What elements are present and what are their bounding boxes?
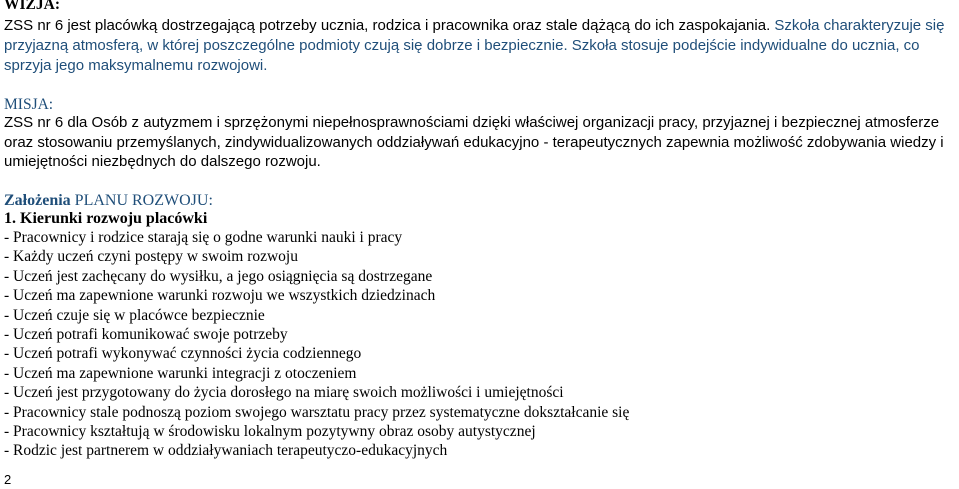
- list-item: - Pracownicy kształtują w środowisku lokalnym pozytywny obraz osoby autystycznej: [4, 423, 536, 441]
- list-item: - Uczeń potrafi komunikować swoje potrzeby: [4, 326, 288, 344]
- list-item: - Rodzic jest partnerem w oddziaływaniach terapeutyczo-edukacyjnych: [4, 442, 448, 460]
- list-item: - Pracownicy i rodzice starają się o godne warunki nauki i pracy: [4, 229, 403, 246]
- wizja-text-part2: Szkoła charakteryzuje się przyjazną atmosferą, w której poszczególne podmioty czują się dobrze i bezpiecznie. Szkoła stosuje podejście indywidualne do ucznia, co sprzyja jego maksymalnemu rozwojowi.: [4, 17, 945, 74]
- list-item: - Uczeń czuje się w placówce bezpiecznie: [4, 306, 265, 324]
- list-item: - Uczeń ma zapewnione warunki rozwoju we wszystkich dziedzinach: [4, 287, 436, 305]
- list-item: - Każdy uczeń czyni postępy w swoim rozwoju: [4, 248, 298, 266]
- wizja-paragraph: [4, 16, 954, 76]
- list-item: - Uczeń ma zapewnione warunki integracji z otoczeniem: [4, 364, 357, 382]
- list-item: - Pracownicy stale podnoszą poziom swojego warsztatu pracy przez systematyczne dokształcanie się: [4, 403, 630, 421]
- wizja-heading: WIZJA:: [4, 0, 60, 13]
- wizja-text-part1: ZSS nr 6 jest placówką dostrzegającą potrzeby ucznia, rodzica i pracownika oraz stale dążącą do ich zaspokajania.: [4, 17, 775, 34]
- list-item: - Uczeń potrafi wykonywać czynności życia codziennego: [4, 345, 362, 363]
- zalozenia-heading: [4, 191, 213, 210]
- list-item: - Uczeń jest przygotowany do życia dorosłego na miarę swoich możliwości i umiejętności: [4, 384, 564, 402]
- list-item: - Uczeń jest zachęcany do wysiłku, a jego osiągnięcia są dostrzegane: [4, 267, 433, 285]
- kierunki-heading: 1. Kierunki rozwoju placówki: [4, 210, 208, 227]
- zalozenia-heading-rest: PLANU ROZWOJU:: [70, 192, 213, 209]
- misja-paragraph: ZSS nr 6 dla Osób z autyzmem i sprzężonymi niepełnosprawnościami dzięki właściwej organizacji pracy, przyjaznej i bezpiecznej atmosferze oraz stosowaniu przemyślanych, zindywidualizowanych oddziaływań edukacyjno - terapeutycznych zapewnia możliwość zdobywania wiedzy i umiejętności niezbędnych do dalszego rozwoju.: [4, 114, 944, 170]
- kierunki-list: [4, 228, 629, 461]
- misja-heading: MISJA:: [4, 96, 54, 113]
- zalozenia-heading-bold: Założenia: [4, 192, 71, 209]
- page-number: 2: [4, 472, 12, 487]
